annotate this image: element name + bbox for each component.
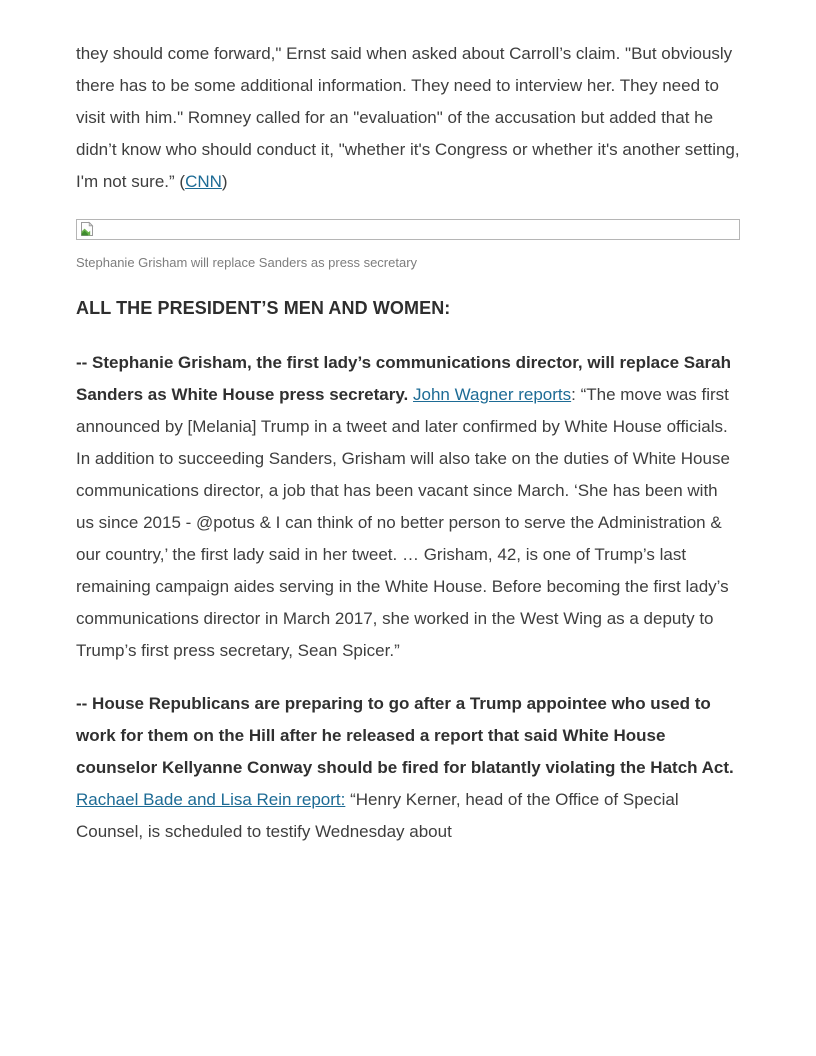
image-caption: Stephanie Grisham will replace Sanders as press secretary [76,255,418,270]
rachael-bade-lisa-rein-link[interactable]: Rachael Bade and Lisa Rein report: [76,790,346,809]
paragraph-grisham [76,347,740,667]
paragraph-text: “Henry Kerner, head of the Office of Special Counsel, is scheduled to testify Wednesday about [76,790,679,841]
paragraph-text: they should come forward," Ernst said when asked about Carroll’s claim. "But obviously there has to be some additional information. They need to interview her. They need to visit with him." Romney called for an "evaluation" of the accusation but added that he didn’t know who should conduct it, "whether it's Congress or whether it's another setting, I'm not sure.” ( [76,44,740,191]
paragraph-text: : “The move was first announced by [Melania] Trump in a tweet and later confirmed by White House officials. In addition to succeeding Sanders, Grisham will also take on the duties of White House communications director, a job that has been vacant since March. ‘She has been with us since 2015 - @potus & I can think of no better person to serve the Administration & our country,’ the first lady said in her tweet. … Grisham, 42, is one of Trump’s last remaining campaign aides serving in the White House. Before becoming the first lady’s communications director in March 2017, she worked in the West Wing as a deputy to Trump’s first press secretary, Sean Spicer.” [76,385,730,660]
paragraph-text-suffix: ) [221,172,228,191]
section-heading: ALL THE PRESIDENT’S MEN AND WOMEN: [76,298,451,318]
paragraph-house-republicans [76,688,740,848]
paragraph-ernst-romney [76,38,740,198]
broken-image-placeholder [76,219,740,240]
paragraph-lede-bold: -- House Republicans are preparing to go after a Trump appointee who used to work for them on the Hill after he released a report that said White House counselor Kellyanne Conway should be fired for blatantly violating the Hatch Act. [76,694,734,777]
paragraph-lede-bold: -- Stephanie Grisham, the first lady’s communications director, will replace Sarah Sanders as White House press secretary. [76,353,732,404]
cnn-link[interactable]: CNN [185,172,222,191]
john-wagner-link[interactable]: John Wagner reports [413,385,572,404]
broken-image-icon [79,221,739,237]
